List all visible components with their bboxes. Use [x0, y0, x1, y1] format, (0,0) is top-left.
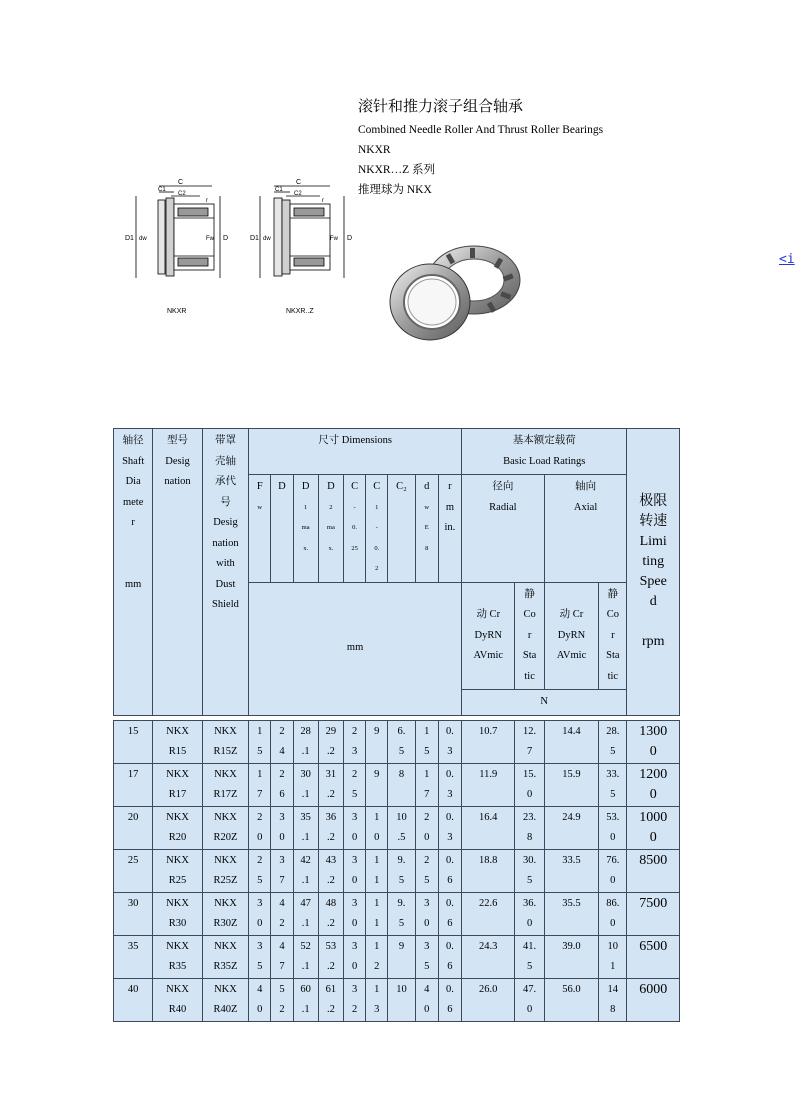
cell-dust-designation: NKX R15Z: [202, 721, 248, 764]
cell-c1: 9: [366, 721, 388, 764]
cell-c2: 10: [388, 979, 415, 1022]
cell-dust-designation: NKX R35Z: [202, 936, 248, 979]
cell-speed: 6000: [627, 979, 680, 1022]
cell-shaft: 25: [114, 850, 153, 893]
cell-dyn-axial: 33.5: [544, 850, 598, 893]
cell-d2: 36 .2: [318, 807, 343, 850]
cell-c: 3 0: [343, 807, 365, 850]
cell-c: 3 0: [343, 850, 365, 893]
cell-r: 0. 6: [438, 979, 461, 1022]
header-load-ratings: 基本额定载荷 Basic Load Ratings: [462, 429, 627, 475]
cell-fw: 2 0: [249, 807, 271, 850]
cell-static-radial: 41. 5: [515, 936, 544, 979]
cell-static-axial: 33. 5: [599, 764, 627, 807]
cell-static-radial: 15. 0: [515, 764, 544, 807]
cell-d: 2 4: [271, 721, 293, 764]
dim-c: C - 0. 25: [343, 475, 365, 583]
cell-c1: 9: [366, 764, 388, 807]
cell-static-axial: 28. 5: [599, 721, 627, 764]
label-c1: C1: [158, 187, 166, 193]
series-nkxr: NKXR: [358, 144, 391, 156]
cell-fw: 4 0: [249, 979, 271, 1022]
cell-designation: NKX R30: [153, 893, 202, 936]
header-row-1: [114, 429, 680, 475]
cell-d: 3 0: [271, 807, 293, 850]
svg-text:C2: C2: [294, 191, 302, 197]
dim-c1: C 1 - 0. 2: [366, 475, 388, 583]
nkxr-z-caption: NKXR..Z: [286, 308, 314, 315]
cell-d: 2 6: [271, 764, 293, 807]
cell-shaft: 40: [114, 979, 153, 1022]
cell-dyn-radial: 26.0: [462, 979, 515, 1022]
cell-dw: 4 0: [415, 979, 438, 1022]
cell-dw: 2 0: [415, 807, 438, 850]
label-dw: dw: [139, 236, 147, 242]
label-d1: D1: [125, 235, 134, 242]
cell-c2: 9. 5: [388, 850, 415, 893]
svg-text:D: D: [347, 235, 353, 242]
cell-fw: 2 5: [249, 850, 271, 893]
cell-d: 4 7: [271, 936, 293, 979]
series-nkxr-z: NKXR…Z 系列: [358, 164, 435, 176]
cell-dyn-radial: 11.9: [462, 764, 515, 807]
cell-shaft: 17: [114, 764, 153, 807]
cell-d2: 53 .2: [318, 936, 343, 979]
cell-c: 3 0: [343, 893, 365, 936]
cell-c2: 8: [388, 764, 415, 807]
cell-dw: 1 5: [415, 721, 438, 764]
svg-text:C1: C1: [275, 187, 283, 193]
cell-speed: 1200 0: [627, 764, 680, 807]
cell-d2: 43 .2: [318, 850, 343, 893]
bearing-photo: [386, 240, 526, 350]
header-shaft: 轴径 Shaft Dia mete r mm: [114, 429, 153, 716]
cell-designation: NKX R20: [153, 807, 202, 850]
dim-d2: D 2 ma x.: [318, 475, 343, 583]
svg-text:C: C: [296, 179, 302, 186]
cell-designation: NKX R35: [153, 936, 202, 979]
cell-r: 0. 3: [438, 764, 461, 807]
cell-static-radial: 30. 5: [515, 850, 544, 893]
cell-c1: 1 2: [366, 936, 388, 979]
cell-d1: 35 .1: [293, 807, 318, 850]
title-en: Combined Needle Roller And Thrust Roller Bearings: [358, 124, 604, 136]
cell-dust-designation: NKX R20Z: [202, 807, 248, 850]
cell-d1: 30 .1: [293, 764, 318, 807]
cell-designation: NKX R15: [153, 721, 202, 764]
header-static-axial: 静 Co r Sta tic: [599, 582, 627, 690]
cell-static-axial: 86. 0: [599, 893, 627, 936]
dim-d1: D 1 ma x.: [293, 475, 318, 583]
table-row: [114, 893, 680, 936]
cell-static-radial: 36. 0: [515, 893, 544, 936]
cell-c2: 9: [388, 936, 415, 979]
header-static-radial: 静 Co r Sta tic: [515, 582, 544, 690]
cell-dw: 1 7: [415, 764, 438, 807]
cell-dyn-axial: 15.9: [544, 764, 598, 807]
cell-speed: 6500: [627, 936, 680, 979]
cell-dust-designation: NKX R40Z: [202, 979, 248, 1022]
cell-dyn-axial: 14.4: [544, 721, 598, 764]
cell-dyn-axial: 56.0: [544, 979, 598, 1022]
replacement-note: 推理球为 NKX: [358, 184, 432, 196]
cell-speed: 1000 0: [627, 807, 680, 850]
cell-static-radial: 12. 7: [515, 721, 544, 764]
cell-d: 5 2: [271, 979, 293, 1022]
cell-static-axial: 76. 0: [599, 850, 627, 893]
header-dimensions: 尺寸 Dimensions: [249, 429, 462, 475]
load-unit-n: N: [462, 690, 627, 716]
cell-fw: 1 7: [249, 764, 271, 807]
cell-r: 0. 6: [438, 850, 461, 893]
cell-c: 2 3: [343, 721, 365, 764]
cell-static-radial: 23. 8: [515, 807, 544, 850]
svg-text:dw: dw: [263, 236, 271, 242]
cell-designation: NKX R17: [153, 764, 202, 807]
cell-d1: 47 .1: [293, 893, 318, 936]
cell-dyn-axial: 24.9: [544, 807, 598, 850]
table-row: [114, 936, 680, 979]
dim-unit-mm: mm: [249, 582, 462, 715]
label-r: r: [206, 198, 208, 204]
cell-d1: 52 .1: [293, 936, 318, 979]
header-dust-shield: 带罩 壳轴 承代 号 Desig nation with Dust Shield: [202, 429, 248, 716]
cell-dw: 3 5: [415, 936, 438, 979]
label-c2: C2: [178, 191, 186, 197]
cell-d: 3 7: [271, 850, 293, 893]
label-c: C: [178, 179, 184, 186]
bearing-spec-table: [113, 428, 680, 716]
cell-dw: 3 0: [415, 893, 438, 936]
cell-c: 3 0: [343, 936, 365, 979]
dim-dw: d w E 8: [415, 475, 438, 583]
cell-designation: NKX R25: [153, 850, 202, 893]
cell-d1: 42 .1: [293, 850, 318, 893]
cell-c1: 1 3: [366, 979, 388, 1022]
header-limiting-speed: 极限 转速 Limi ting Spee d rpm: [627, 429, 680, 716]
cell-dust-designation: NKX R25Z: [202, 850, 248, 893]
cell-designation: NKX R40: [153, 979, 202, 1022]
header-designation: 型号 Desig nation: [153, 429, 202, 716]
cell-c1: 1 1: [366, 893, 388, 936]
table-row: [114, 807, 680, 850]
cell-dw: 2 5: [415, 850, 438, 893]
cell-dyn-radial: 10.7: [462, 721, 515, 764]
title-cn: 滚针和推力滚子组合轴承: [358, 97, 524, 115]
cell-speed: 7500: [627, 893, 680, 936]
cell-fw: 1 5: [249, 721, 271, 764]
bearing-data-table: [113, 720, 680, 1022]
nkxr-section-diagram: [122, 178, 232, 290]
cell-c2: 9. 5: [388, 893, 415, 936]
cell-d2: 31 .2: [318, 764, 343, 807]
cell-speed: 8500: [627, 850, 680, 893]
dim-d: D: [271, 475, 293, 583]
cell-dust-designation: NKX R30Z: [202, 893, 248, 936]
cell-dyn-radial: 18.8: [462, 850, 515, 893]
dim-r: r m in.: [438, 475, 461, 583]
header-radial: 径向 Radial: [462, 475, 545, 583]
cell-dust-designation: NKX R17Z: [202, 764, 248, 807]
cell-static-axial: 14 8: [599, 979, 627, 1022]
cell-c2: 10 .5: [388, 807, 415, 850]
svg-text:D1: D1: [250, 235, 259, 242]
table-row: [114, 850, 680, 893]
cell-static-axial: 10 1: [599, 936, 627, 979]
cell-static-radial: 47. 0: [515, 979, 544, 1022]
cell-d1: 28 .1: [293, 721, 318, 764]
nkxr-caption: NKXR: [167, 308, 187, 315]
title-block: [358, 96, 603, 200]
header-dyn-radial: 动 Cr DyRN AVmic: [462, 582, 515, 690]
cell-fw: 3 5: [249, 936, 271, 979]
cell-dyn-radial: 22.6: [462, 893, 515, 936]
label-d: D: [223, 235, 229, 242]
nkxr-z-section-diagram: [248, 178, 366, 290]
dim-fw: F w: [249, 475, 271, 583]
cell-r: 0. 3: [438, 721, 461, 764]
cell-d2: 48 .2: [318, 893, 343, 936]
cell-dyn-axial: 39.0: [544, 936, 598, 979]
cell-c: 2 5: [343, 764, 365, 807]
table-row: [114, 979, 680, 1022]
dim-c2: C₂: [388, 475, 415, 583]
table-row: [114, 721, 680, 764]
cell-shaft: 30: [114, 893, 153, 936]
cell-dyn-axial: 35.5: [544, 893, 598, 936]
label-fw: Fw: [206, 236, 214, 242]
cell-d: 4 2: [271, 893, 293, 936]
cell-c: 3 2: [343, 979, 365, 1022]
cell-d1: 60 .1: [293, 979, 318, 1022]
cell-c1: 1 0: [366, 807, 388, 850]
cell-d2: 29 .2: [318, 721, 343, 764]
cell-d2: 61 .2: [318, 979, 343, 1022]
svg-text:r: r: [322, 198, 324, 204]
side-link[interactable]: <i: [779, 252, 795, 267]
cell-speed: 1300 0: [627, 721, 680, 764]
cell-r: 0. 6: [438, 893, 461, 936]
cell-c1: 1 1: [366, 850, 388, 893]
cell-static-axial: 53. 0: [599, 807, 627, 850]
cell-shaft: 15: [114, 721, 153, 764]
cell-c2: 6. 5: [388, 721, 415, 764]
cell-r: 0. 3: [438, 807, 461, 850]
svg-text:Fw: Fw: [330, 236, 338, 242]
cell-dyn-radial: 16.4: [462, 807, 515, 850]
header-axial: 轴向 Axial: [544, 475, 627, 583]
cell-shaft: 20: [114, 807, 153, 850]
table-row: [114, 764, 680, 807]
cell-shaft: 35: [114, 936, 153, 979]
cell-r: 0. 6: [438, 936, 461, 979]
cell-dyn-radial: 24.3: [462, 936, 515, 979]
cell-fw: 3 0: [249, 893, 271, 936]
header-dyn-axial: 动 Cr DyRN AVmic: [544, 582, 598, 690]
